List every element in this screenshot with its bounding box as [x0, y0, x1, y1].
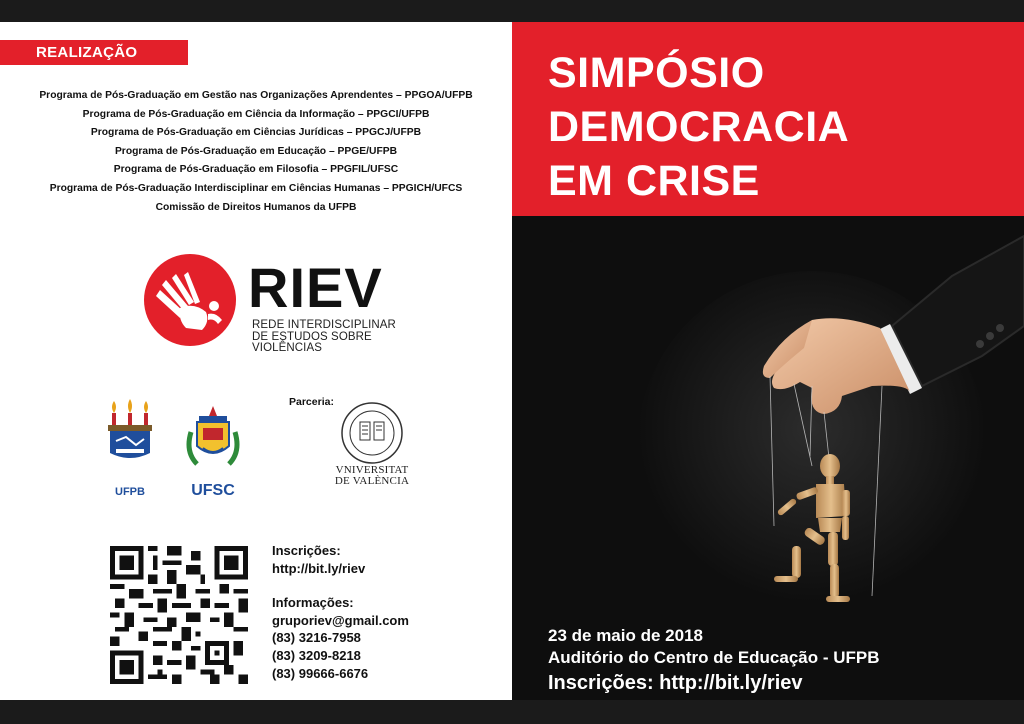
- event-registration[interactable]: Inscrições: http://bit.ly/riev: [548, 672, 803, 694]
- title-line: SIMPÓSIO: [548, 49, 765, 97]
- realizacao-tag: REALIZAÇÃO: [0, 40, 188, 65]
- riev-logo: [140, 250, 396, 390]
- left-panel: [0, 22, 512, 700]
- programs-list: [0, 87, 512, 217]
- program-item: Comissão de Direitos Humanos da UFPB: [155, 201, 357, 213]
- info-label: Informações:: [272, 595, 354, 611]
- right-panel: [512, 22, 1024, 700]
- qr-code[interactable]: [110, 546, 248, 684]
- puppet-illustration: [512, 216, 1024, 626]
- partnership-label: Parceria:: [289, 396, 334, 408]
- riev-subtitle-line: VIOLÊNCIAS: [252, 342, 323, 354]
- phone-number: (83) 3209-8218: [272, 647, 361, 663]
- uv-name: [332, 465, 412, 486]
- title-line: DEMOCRACIA: [548, 103, 850, 151]
- inscricoes-link[interactable]: http://bit.ly/riev: [272, 560, 366, 576]
- program-item: Programa de Pós-Graduação em Ciências Jurídicas – PPGCJ/UFPB: [90, 127, 422, 139]
- program-item: Programa de Pós-Graduação em Ciência da Informação – PPGCI/UFPB: [82, 108, 430, 120]
- riev-wordmark: RIEV: [248, 256, 383, 319]
- program-item: Programa de Pós-Graduação Interdisciplinar em Ciências Humanas – PPGICH/UFCS: [49, 182, 463, 194]
- riev-subtitle-line: DE ESTUDOS SOBRE: [252, 330, 372, 343]
- ufpb-label: UFPB: [115, 486, 145, 498]
- uv-name-line: DE VALÈNCIA: [334, 474, 410, 487]
- program-item: Programa de Pós-Graduação em Gestão nas Organizações Aprendentes – PPGOA/UFPB: [39, 90, 473, 101]
- title-band: [512, 22, 1024, 216]
- email-link[interactable]: gruporiev@gmail.com: [272, 612, 409, 628]
- title-line: EM CRISE: [548, 157, 760, 205]
- program-item: Programa de Pós-Graduação em Filosofia – PPGFIL/UFSC: [113, 164, 399, 176]
- riev-subtitle: [252, 320, 396, 355]
- uv-seal: [338, 400, 406, 466]
- event-info: [548, 625, 880, 697]
- ufpb-logo: [106, 397, 154, 481]
- event-venue: Auditório do Centro de Educação - UFPB: [548, 648, 880, 667]
- uv-name-line: VNIVERSITAT: [335, 464, 409, 476]
- phone-number: (83) 3216-7958: [272, 630, 361, 646]
- ufsc-logo: [183, 402, 243, 484]
- program-item: Programa de Pós-Graduação em Educação – PPGE/UFPB: [114, 145, 398, 157]
- event-title: [548, 46, 849, 208]
- phone-number: (83) 99666-6676: [272, 665, 369, 681]
- ufsc-label: UFSC: [191, 482, 235, 499]
- event-date: 23 de maio de 2018: [548, 626, 703, 645]
- riev-subtitle-line: REDE INTERDISCIPLINAR: [252, 319, 396, 331]
- riev-hand-icon: [140, 250, 250, 350]
- contact-block: [272, 542, 409, 682]
- inscricoes-label: Inscrições:: [272, 543, 341, 558]
